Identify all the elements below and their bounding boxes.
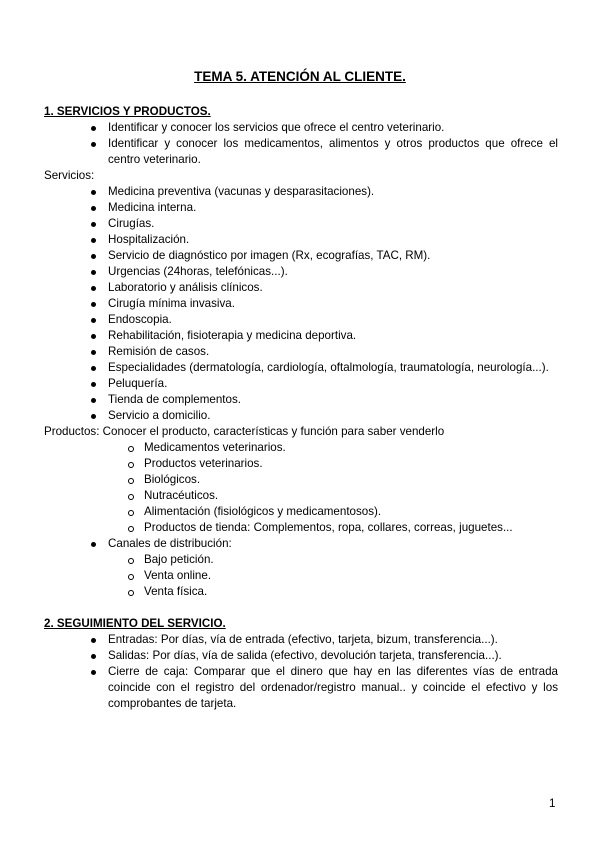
list-item: Nutracéuticos. xyxy=(44,488,558,504)
list-item: Alimentación (fisiológicos y medicamentosos). xyxy=(44,504,558,520)
list-item: Medicamentos veterinarios. xyxy=(44,440,558,456)
list-item: Medicina preventiva (vacunas y desparasitaciones). xyxy=(44,184,558,200)
list-item: Urgencias (24horas, telefónicas...). xyxy=(44,264,558,280)
section-heading-servicios-productos: 1. SERVICIOS Y PRODUCTOS. xyxy=(44,105,211,118)
list-item: Especialidades (dermatología, cardiología, oftalmología, traumatología, neurología...). xyxy=(44,360,558,376)
list-item: Productos de tienda: Complementos, ropa, collares, correas, juguetes... xyxy=(44,520,558,536)
list-item: Cirugías. xyxy=(44,216,558,232)
list-item: Venta física. xyxy=(44,584,558,600)
list-item: Identificar y conocer los servicios que ofrece el centro veterinario. xyxy=(44,120,558,136)
page-number: 1 xyxy=(549,797,556,810)
list-item: Bajo petición. xyxy=(44,552,558,568)
list-item: Medicina interna. xyxy=(44,200,558,216)
list-item: Venta online. xyxy=(44,568,558,584)
channels-sublist xyxy=(44,552,558,600)
list-item: Biológicos. xyxy=(44,472,558,488)
list-item: Hospitalización. xyxy=(44,232,558,248)
list-item: Servicio a domicilio. xyxy=(44,408,558,424)
list-item: Entradas: Por días, vía de entrada (efectivo, tarjeta, bizum, transferencia...). xyxy=(44,632,558,648)
products-label: Productos: Conocer el producto, características y función para saber venderlo xyxy=(44,425,445,438)
list-item: Laboratorio y análisis clínicos. xyxy=(44,280,558,296)
seguimiento-list xyxy=(44,632,558,712)
list-item-channels: Canales de distribución: xyxy=(44,536,558,552)
list-item: Cirugía mínima invasiva. xyxy=(44,296,558,312)
document-content xyxy=(44,104,558,712)
document-title: TEMA 5. ATENCIÓN AL CLIENTE. xyxy=(194,69,406,84)
list-item: Rehabilitación, fisioterapia y medicina deportiva. xyxy=(44,328,558,344)
list-item: Cierre de caja: Comparar que el dinero que hay en las diferentes vías de entrada coincide con el registro del ordenador/registro manual.. y coincide el efectivo y los comprobantes de tarjeta. xyxy=(44,664,558,712)
services-label: Servicios: xyxy=(44,169,95,182)
list-item: Peluquería. xyxy=(44,376,558,392)
products-list xyxy=(44,440,558,536)
list-item: Productos veterinarios. xyxy=(44,456,558,472)
list-item: Servicio de diagnóstico por imagen (Rx, ecografías, TAC, RM). xyxy=(44,248,558,264)
list-item: Remisión de casos. xyxy=(44,344,558,360)
channels-list xyxy=(44,536,558,552)
list-item: Identificar y conocer los medicamentos, alimentos y otros productos que ofrece el centro veterinario. xyxy=(44,136,558,168)
section-heading-seguimiento: 2. SEGUIMIENTO DEL SERVICIO. xyxy=(44,617,226,630)
list-item: Tienda de complementos. xyxy=(44,392,558,408)
services-list xyxy=(44,184,558,424)
intro-list xyxy=(44,120,558,168)
list-item: Salidas: Por días, vía de salida (efectivo, devolución tarjeta, transferencia...). xyxy=(44,648,558,664)
list-item: Endoscopia. xyxy=(44,312,558,328)
